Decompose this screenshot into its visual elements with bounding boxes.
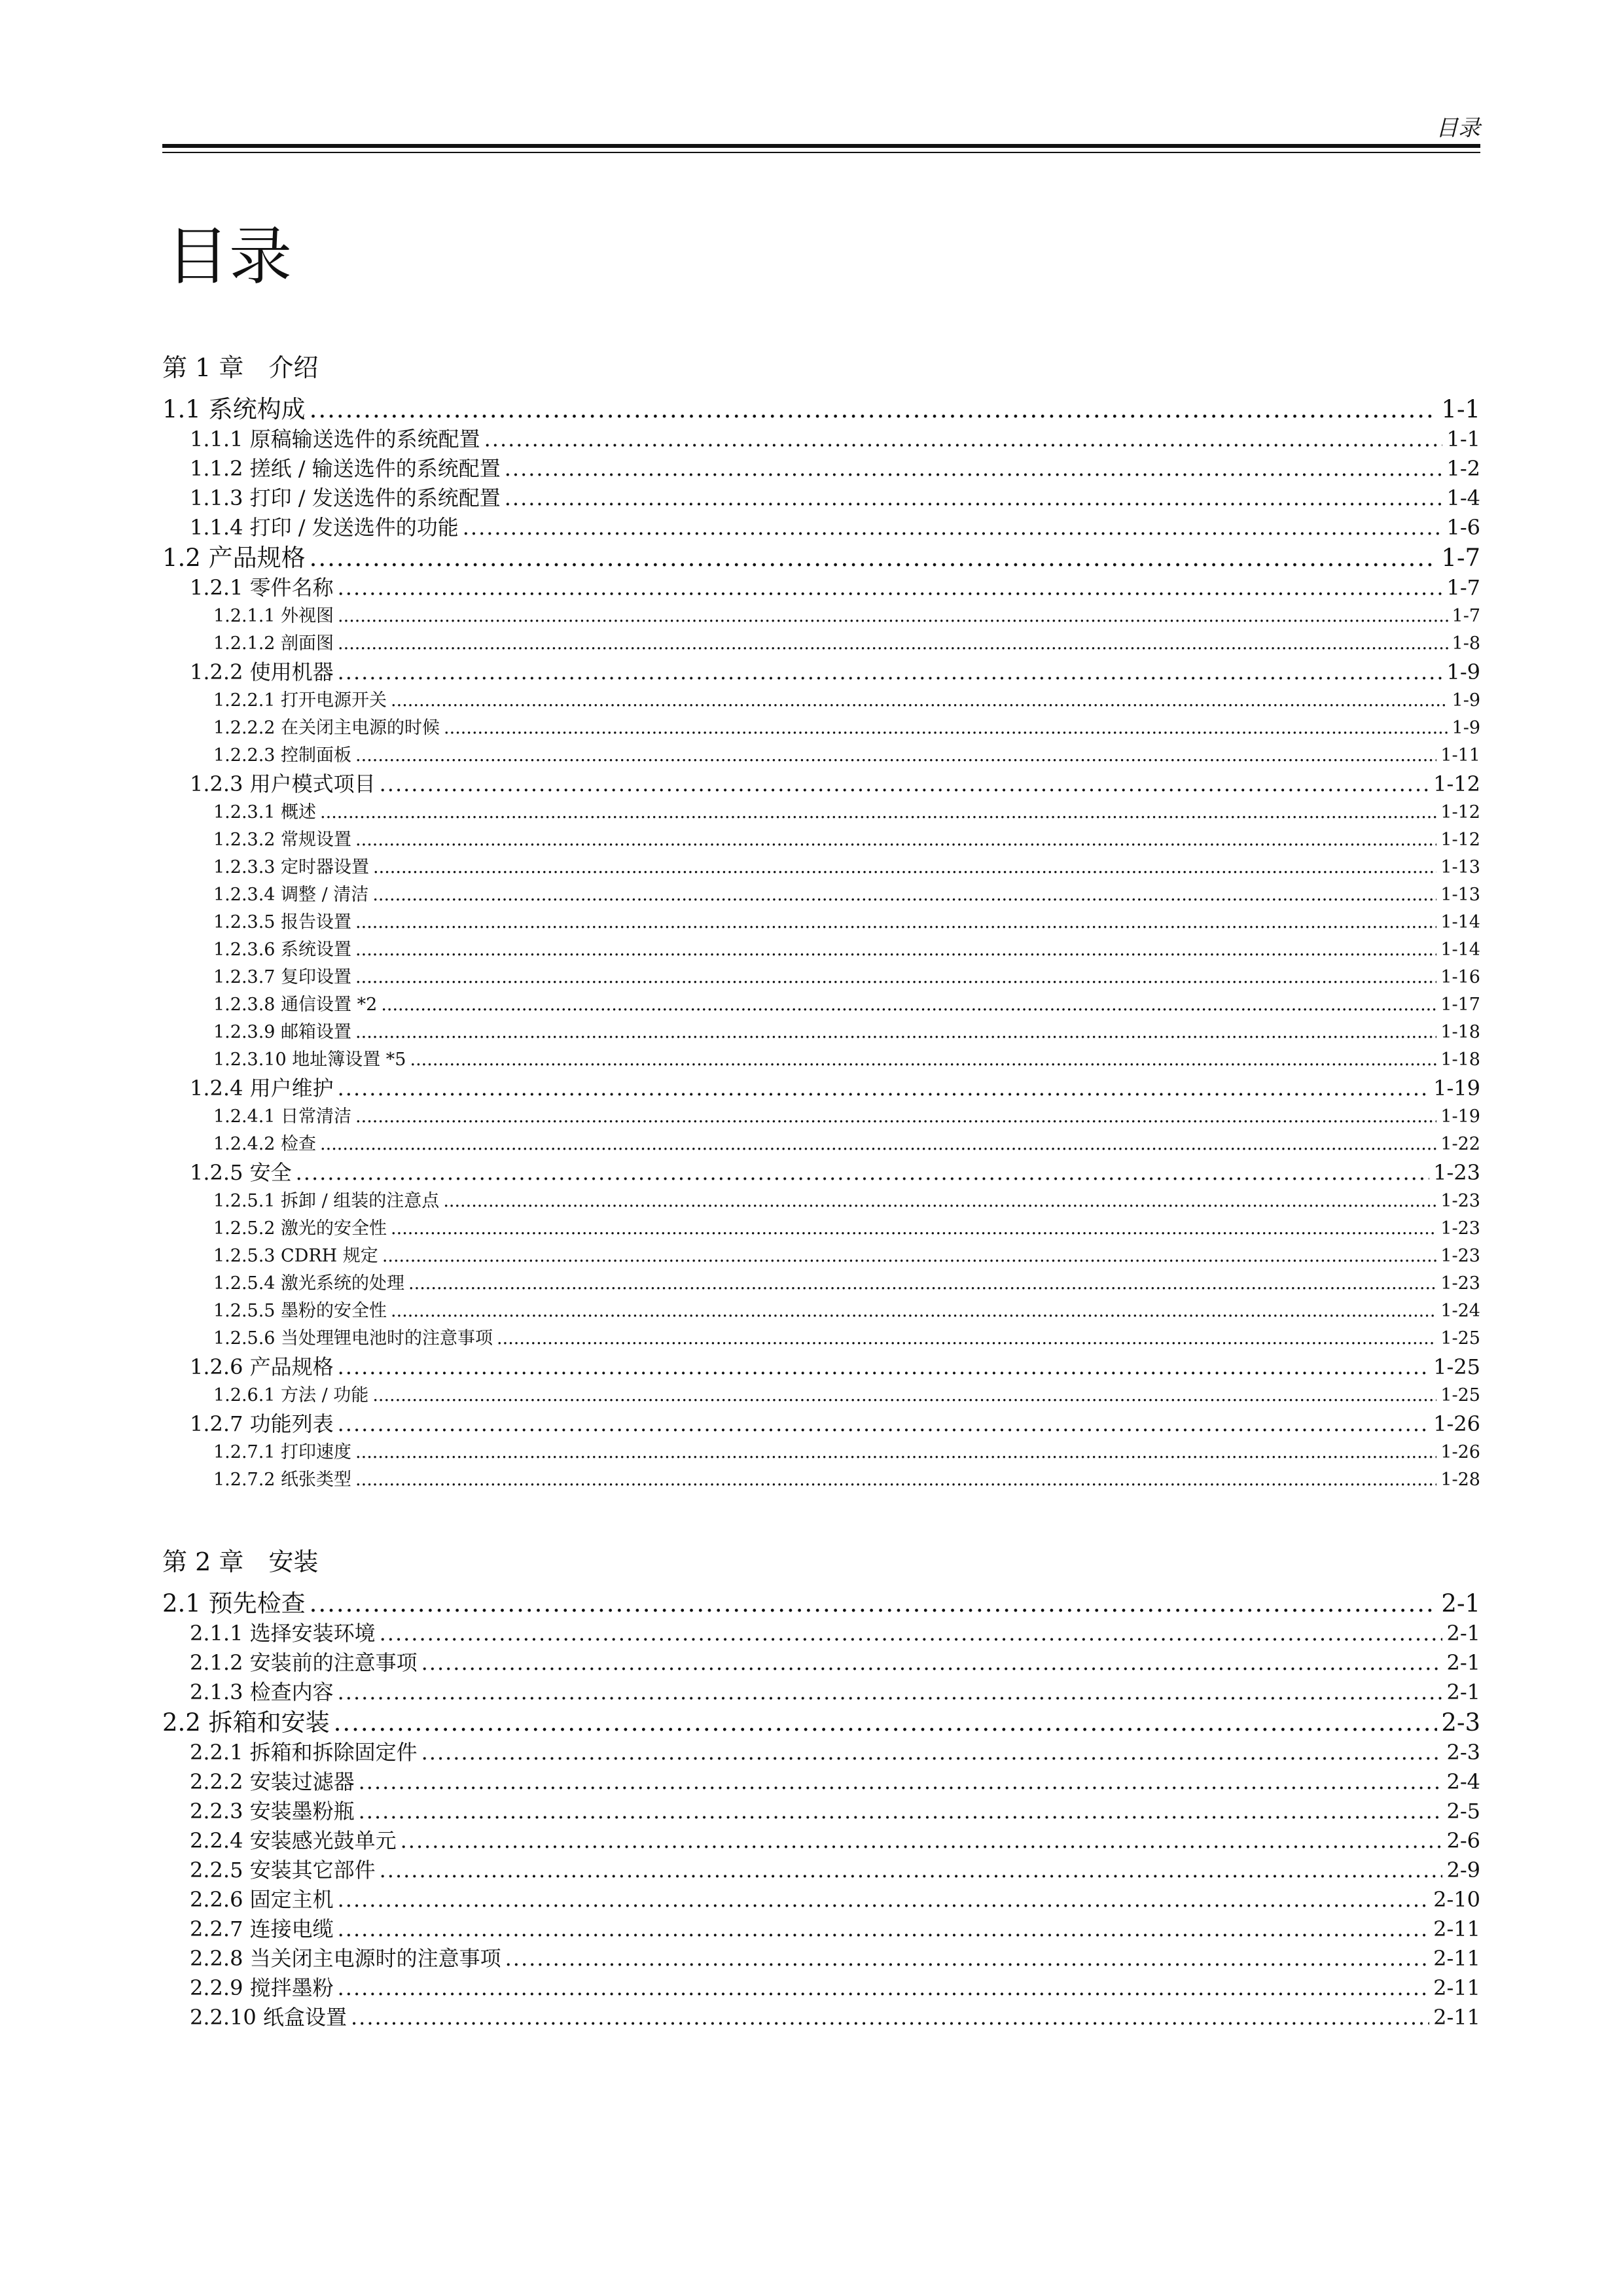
toc-entry-page-number: 2-5 bbox=[1446, 1799, 1480, 1824]
toc-entry-label: 1.2.5.4 激光系统的处理 bbox=[213, 1273, 405, 1294]
toc-entry-level-2[interactable] bbox=[162, 1074, 1480, 1103]
toc-entry-level-3[interactable] bbox=[162, 1103, 1480, 1131]
toc-entry-page-number: 2-1 bbox=[1441, 1589, 1480, 1617]
toc-entry-label: 2.2.1 拆箱和拆除固定件 bbox=[190, 1740, 418, 1765]
toc-entry-page-number: 2-11 bbox=[1433, 1975, 1480, 2000]
page-title: 目录 bbox=[166, 220, 292, 294]
dot-leader bbox=[505, 1944, 1430, 1973]
toc-entry-level-2[interactable] bbox=[162, 1944, 1480, 1973]
dot-leader bbox=[382, 1243, 1437, 1270]
dot-leader bbox=[380, 1856, 1443, 1885]
dot-leader bbox=[380, 769, 1430, 799]
toc-entry-level-2[interactable] bbox=[162, 2003, 1480, 2032]
toc-entry-level-2[interactable] bbox=[162, 573, 1480, 603]
toc-entry-page-number: 1-14 bbox=[1440, 940, 1480, 960]
toc-entry-page-number: 1-4 bbox=[1446, 486, 1480, 510]
toc-entry-label: 1.1 系统构成 bbox=[162, 395, 306, 423]
dot-leader bbox=[338, 1352, 1430, 1382]
toc-entry-label: 2.2.4 安装感光鼓单元 bbox=[190, 1828, 397, 1853]
toc-entry-label: 1.2.4.2 检查 bbox=[213, 1134, 317, 1154]
toc-entry-page-number: 1-28 bbox=[1440, 1470, 1480, 1490]
toc-entry-level-3[interactable] bbox=[162, 964, 1480, 991]
toc-entry-level-2[interactable] bbox=[162, 1352, 1480, 1382]
toc-entry-level-3[interactable] bbox=[162, 1298, 1480, 1325]
chapter-heading: 第 1 章 介绍 bbox=[162, 353, 319, 382]
toc-entry-label: 1.2.3.6 系统设置 bbox=[213, 940, 352, 960]
toc-entry-level-2[interactable] bbox=[162, 513, 1480, 542]
toc-entry-level-2[interactable] bbox=[162, 425, 1480, 454]
toc-entry-page-number: 1-7 bbox=[1452, 606, 1480, 626]
dot-leader bbox=[355, 1103, 1436, 1131]
toc-entry-label: 1.2.3.1 概述 bbox=[213, 802, 317, 822]
toc-entry-level-3[interactable] bbox=[162, 1439, 1480, 1466]
toc-entry-level-3[interactable] bbox=[162, 1046, 1480, 1074]
toc-entry-label: 1.2.5.5 墨粉的安全性 bbox=[213, 1301, 387, 1321]
toc-entry-level-3[interactable] bbox=[162, 1243, 1480, 1270]
toc-entry-label: 1.2.2.3 控制面板 bbox=[213, 745, 352, 766]
toc-entry-level-2[interactable] bbox=[162, 1409, 1480, 1439]
toc-entry-level-3[interactable] bbox=[162, 1325, 1480, 1352]
toc-entry-label: 2.2.6 固定主机 bbox=[190, 1887, 334, 1912]
toc-entry-label: 1.2.3.7 复印设置 bbox=[213, 967, 352, 987]
toc-entry-page-number: 1-12 bbox=[1440, 802, 1480, 822]
toc-entry-level-3[interactable] bbox=[162, 1019, 1480, 1046]
toc-entry-page-number: 1-13 bbox=[1440, 885, 1480, 905]
toc-entry-label: 2.2.9 搅拌墨粉 bbox=[190, 1975, 334, 2000]
dot-leader bbox=[410, 1046, 1436, 1074]
toc-entry-level-3[interactable] bbox=[162, 881, 1480, 909]
toc-entry-label: 1.2.3 用户模式项目 bbox=[190, 771, 376, 796]
toc-entry-level-3[interactable] bbox=[162, 1188, 1480, 1215]
toc-entry-label: 1.2.2.2 在关闭主电源的时候 bbox=[213, 718, 440, 738]
toc-entry-level-2[interactable] bbox=[162, 1738, 1480, 1767]
dot-leader bbox=[372, 881, 1436, 909]
toc-entry-label: 2.1.2 安装前的注意事项 bbox=[190, 1650, 418, 1675]
dot-leader bbox=[338, 1885, 1430, 1915]
dot-leader bbox=[381, 991, 1436, 1019]
toc-entry-level-3[interactable] bbox=[162, 909, 1480, 936]
dot-leader bbox=[310, 394, 1438, 425]
dot-leader bbox=[338, 1915, 1430, 1944]
toc-entry-level-1[interactable] bbox=[162, 1588, 1480, 1619]
dot-leader bbox=[484, 425, 1443, 454]
toc-entry-label: 1.2.2 使用机器 bbox=[190, 660, 334, 684]
toc-entry-level-2[interactable] bbox=[162, 1915, 1480, 1944]
toc-entry-page-number: 2-1 bbox=[1446, 1680, 1480, 1704]
toc-entry-page-number: 1-23 bbox=[1440, 1218, 1480, 1239]
toc-entry-page-number: 2-1 bbox=[1446, 1621, 1480, 1646]
dot-leader bbox=[338, 630, 1448, 658]
toc-entry-level-3[interactable] bbox=[162, 826, 1480, 854]
toc-entry-page-number: 1-25 bbox=[1440, 1385, 1480, 1405]
toc-entry-level-2[interactable] bbox=[162, 1856, 1480, 1885]
toc-entry-label: 1.2.7.1 打印速度 bbox=[213, 1442, 352, 1462]
toc-entry-label: 1.2.1.1 外视图 bbox=[213, 606, 334, 626]
toc-entry-page-number: 1-19 bbox=[1440, 1106, 1480, 1127]
dot-leader bbox=[373, 854, 1436, 881]
toc-entry-level-3[interactable] bbox=[162, 630, 1480, 658]
toc-entry-label: 1.2.5.1 拆卸 / 组装的注意点 bbox=[213, 1191, 440, 1211]
dot-leader bbox=[443, 1188, 1436, 1215]
toc-entry-level-3[interactable] bbox=[162, 854, 1480, 881]
dot-leader bbox=[444, 715, 1448, 742]
toc-entry-level-2[interactable] bbox=[162, 1158, 1480, 1188]
toc-entry-label: 1.2.2.1 打开电源开关 bbox=[213, 690, 387, 711]
toc-entry-page-number: 1-12 bbox=[1433, 771, 1480, 796]
toc-entry-label: 1.2.5.6 当处理锂电池时的注意事项 bbox=[213, 1328, 493, 1349]
dot-leader bbox=[355, 1466, 1436, 1494]
dot-leader bbox=[338, 573, 1443, 603]
toc-entry-page-number: 1-9 bbox=[1452, 690, 1480, 711]
dot-leader bbox=[338, 1409, 1430, 1439]
running-header: 目录 bbox=[1436, 115, 1480, 141]
toc-entry-label: 1.2.5 安全 bbox=[190, 1160, 292, 1185]
toc-entry-page-number: 1-14 bbox=[1440, 912, 1480, 932]
toc-entry-level-3[interactable] bbox=[162, 936, 1480, 964]
toc-chapter bbox=[162, 1541, 1480, 2032]
toc-entry-label: 1.2 产品规格 bbox=[162, 544, 306, 572]
dot-leader bbox=[355, 742, 1436, 769]
table-of-contents bbox=[162, 347, 1480, 2032]
header-rule-thick bbox=[162, 144, 1480, 148]
toc-entry-page-number: 1-12 bbox=[1440, 830, 1480, 850]
toc-entry-page-number: 1-13 bbox=[1440, 857, 1480, 877]
toc-entry-label: 2.2 拆箱和安装 bbox=[162, 1708, 330, 1737]
toc-entry-label: 1.2.1.2 剖面图 bbox=[213, 633, 334, 654]
toc-entry-page-number: 1-1 bbox=[1441, 395, 1480, 423]
toc-entry-label: 1.2.4.1 日常清洁 bbox=[213, 1106, 352, 1127]
dot-leader bbox=[391, 1298, 1436, 1325]
toc-entry-level-2[interactable] bbox=[162, 1885, 1480, 1915]
dot-leader bbox=[359, 1767, 1443, 1797]
dot-leader bbox=[351, 2003, 1429, 2032]
toc-entry-label: 2.2.2 安装过滤器 bbox=[190, 1769, 355, 1794]
toc-entry-page-number: 2-9 bbox=[1446, 1858, 1480, 1882]
toc-entry-page-number: 1-7 bbox=[1446, 575, 1480, 600]
toc-entry-label: 1.2.1 零件名称 bbox=[190, 575, 334, 600]
dot-leader bbox=[372, 1382, 1436, 1409]
toc-entry-page-number: 2-3 bbox=[1441, 1708, 1480, 1737]
toc-entry-label: 2.2.5 安装其它部件 bbox=[190, 1858, 376, 1882]
toc-entry-label: 1.2.6 产品规格 bbox=[190, 1354, 334, 1379]
toc-entry-page-number: 1-11 bbox=[1440, 745, 1480, 766]
dot-leader bbox=[421, 1738, 1443, 1767]
dot-leader bbox=[355, 936, 1436, 964]
toc-entry-label: 1.1.1 原稿输送选件的系统配置 bbox=[190, 427, 480, 451]
toc-entry-page-number: 1-23 bbox=[1433, 1160, 1480, 1185]
toc-entry-label: 1.2.3.8 通信设置 *2 bbox=[213, 995, 378, 1015]
toc-entry-level-3[interactable] bbox=[162, 1382, 1480, 1409]
toc-entry-page-number: 1-18 bbox=[1440, 1050, 1480, 1070]
toc-entry-level-3[interactable] bbox=[162, 799, 1480, 826]
dot-leader bbox=[355, 964, 1436, 991]
dot-leader bbox=[355, 1439, 1436, 1466]
dot-leader bbox=[463, 513, 1443, 542]
toc-entry-page-number: 2-11 bbox=[1433, 1946, 1480, 1971]
toc-entry-label: 2.1 预先检查 bbox=[162, 1589, 306, 1617]
toc-entry-page-number: 2-6 bbox=[1446, 1828, 1480, 1853]
toc-entry-label: 1.2.3.9 邮箱设置 bbox=[213, 1022, 352, 1042]
toc-entry-label: 2.2.10 纸盒设置 bbox=[190, 2005, 347, 2030]
toc-entry-label: 1.2.4 用户维护 bbox=[190, 1076, 334, 1101]
toc-entry-level-2[interactable] bbox=[162, 1826, 1480, 1856]
toc-entry-level-2[interactable] bbox=[162, 769, 1480, 799]
toc-entry-label: 1.2.7 功能列表 bbox=[190, 1411, 334, 1436]
dot-leader bbox=[338, 1678, 1443, 1707]
dot-leader bbox=[391, 687, 1448, 715]
toc-chapter bbox=[162, 347, 1480, 1494]
dot-leader bbox=[505, 484, 1443, 513]
toc-entry-level-2[interactable] bbox=[162, 1797, 1480, 1826]
toc-entry-page-number: 2-11 bbox=[1433, 2005, 1480, 2030]
dot-leader bbox=[401, 1826, 1443, 1856]
toc-entry-label: 1.2.5.2 激光的安全性 bbox=[213, 1218, 387, 1239]
toc-entry-level-1[interactable] bbox=[162, 1707, 1480, 1738]
dot-leader bbox=[421, 1648, 1443, 1678]
toc-entry-level-3[interactable] bbox=[162, 742, 1480, 769]
toc-entry-level-1[interactable] bbox=[162, 542, 1480, 573]
dot-leader bbox=[334, 1707, 1438, 1738]
toc-entry-page-number: 1-26 bbox=[1433, 1411, 1480, 1436]
toc-entry-page-number: 1-16 bbox=[1440, 967, 1480, 987]
toc-entry-page-number: 1-9 bbox=[1446, 660, 1480, 684]
toc-entry-label: 1.2.3.5 报告设置 bbox=[213, 912, 352, 932]
toc-entry-label: 1.2.6.1 方法 / 功能 bbox=[213, 1385, 369, 1405]
toc-entry-page-number: 1-1 bbox=[1446, 427, 1480, 451]
toc-entry-level-3[interactable] bbox=[162, 991, 1480, 1019]
dot-leader bbox=[320, 1131, 1436, 1158]
toc-entry-page-number: 1-6 bbox=[1446, 515, 1480, 540]
toc-entry-label: 1.2.3.2 常规设置 bbox=[213, 830, 352, 850]
toc-entry-page-number: 1-23 bbox=[1440, 1273, 1480, 1294]
dot-leader bbox=[310, 1588, 1438, 1619]
toc-entry-page-number: 1-25 bbox=[1433, 1354, 1480, 1379]
toc-entry-page-number: 1-23 bbox=[1440, 1191, 1480, 1211]
toc-entry-level-3[interactable] bbox=[162, 1215, 1480, 1243]
toc-entry-label: 1.1.4 打印 / 发送选件的功能 bbox=[190, 515, 459, 540]
dot-leader bbox=[355, 1019, 1436, 1046]
toc-entry-level-3[interactable] bbox=[162, 687, 1480, 715]
toc-entry-label: 1.2.3.10 地址簿设置 *5 bbox=[213, 1050, 406, 1070]
dot-leader bbox=[391, 1215, 1436, 1243]
toc-entry-page-number: 1-17 bbox=[1440, 995, 1480, 1015]
toc-entry-level-3[interactable] bbox=[162, 1131, 1480, 1158]
header-rule-thin bbox=[162, 152, 1480, 153]
toc-entry-level-3[interactable] bbox=[162, 603, 1480, 630]
toc-entry-page-number: 1-19 bbox=[1433, 1076, 1480, 1101]
dot-leader bbox=[338, 1074, 1430, 1103]
toc-entry-level-2[interactable] bbox=[162, 1678, 1480, 1707]
toc-entry-level-2[interactable] bbox=[162, 484, 1480, 513]
dot-leader bbox=[338, 1973, 1430, 2003]
dot-leader bbox=[338, 603, 1448, 630]
toc-entry-level-3[interactable] bbox=[162, 715, 1480, 742]
toc-entry-level-2[interactable] bbox=[162, 1619, 1480, 1648]
toc-entry-level-2[interactable] bbox=[162, 1648, 1480, 1678]
toc-entry-level-3[interactable] bbox=[162, 1466, 1480, 1494]
toc-entry-page-number: 2-11 bbox=[1433, 1916, 1480, 1941]
toc-entry-label: 2.2.3 安装墨粉瓶 bbox=[190, 1799, 355, 1824]
chapter-heading: 第 2 章 安装 bbox=[162, 1547, 319, 1576]
dot-leader bbox=[320, 799, 1436, 826]
toc-entry-label: 2.1.3 检查内容 bbox=[190, 1680, 334, 1704]
toc-entry-page-number: 1-8 bbox=[1452, 633, 1480, 654]
toc-entry-level-2[interactable] bbox=[162, 658, 1480, 687]
toc-entry-page-number: 1-9 bbox=[1452, 718, 1480, 738]
toc-entry-label: 2.2.7 连接电缆 bbox=[190, 1916, 334, 1941]
toc-entry-label: 2.2.8 当关闭主电源时的注意事项 bbox=[190, 1946, 501, 1971]
toc-entry-page-number: 1-18 bbox=[1440, 1022, 1480, 1042]
toc-entry-page-number: 1-26 bbox=[1440, 1442, 1480, 1462]
toc-entry-page-number: 1-24 bbox=[1440, 1301, 1480, 1321]
toc-entry-label: 1.2.3.3 定时器设置 bbox=[213, 857, 370, 877]
toc-entry-page-number: 1-7 bbox=[1441, 544, 1480, 572]
toc-entry-label: 1.2.3.4 调整 / 清洁 bbox=[213, 885, 369, 905]
dot-leader bbox=[359, 1797, 1443, 1826]
toc-entry-level-3[interactable] bbox=[162, 1270, 1480, 1298]
toc-entry-label: 1.1.2 搓纸 / 输送选件的系统配置 bbox=[190, 456, 501, 481]
toc-entry-page-number: 2-10 bbox=[1433, 1887, 1480, 1912]
toc-entry-page-number: 1-23 bbox=[1440, 1246, 1480, 1266]
dot-leader bbox=[380, 1619, 1443, 1648]
toc-entry-page-number: 2-3 bbox=[1446, 1740, 1480, 1765]
toc-entry-label: 2.1.1 选择安装环境 bbox=[190, 1621, 376, 1646]
toc-entry-page-number: 1-22 bbox=[1440, 1134, 1480, 1154]
toc-entry-label: 1.2.5.3 CDRH 规定 bbox=[213, 1246, 378, 1266]
dot-leader bbox=[497, 1325, 1436, 1352]
toc-entry-label: 1.1.3 打印 / 发送选件的系统配置 bbox=[190, 486, 501, 510]
dot-leader bbox=[355, 909, 1436, 936]
dot-leader bbox=[408, 1270, 1436, 1298]
toc-entry-level-2[interactable] bbox=[162, 1973, 1480, 2003]
dot-leader bbox=[310, 542, 1438, 573]
toc-entry-label: 1.2.7.2 纸张类型 bbox=[213, 1470, 352, 1490]
dot-leader bbox=[338, 658, 1443, 687]
toc-entry-page-number: 2-1 bbox=[1446, 1650, 1480, 1675]
toc-entry-page-number: 1-2 bbox=[1446, 456, 1480, 481]
dot-leader bbox=[355, 826, 1436, 854]
toc-entry-page-number: 1-25 bbox=[1440, 1328, 1480, 1349]
toc-entry-level-2[interactable] bbox=[162, 454, 1480, 484]
toc-entry-level-2[interactable] bbox=[162, 1767, 1480, 1797]
dot-leader bbox=[505, 454, 1443, 484]
toc-entry-page-number: 2-4 bbox=[1446, 1769, 1480, 1794]
dot-leader bbox=[296, 1158, 1430, 1188]
toc-entry-level-1[interactable] bbox=[162, 394, 1480, 425]
